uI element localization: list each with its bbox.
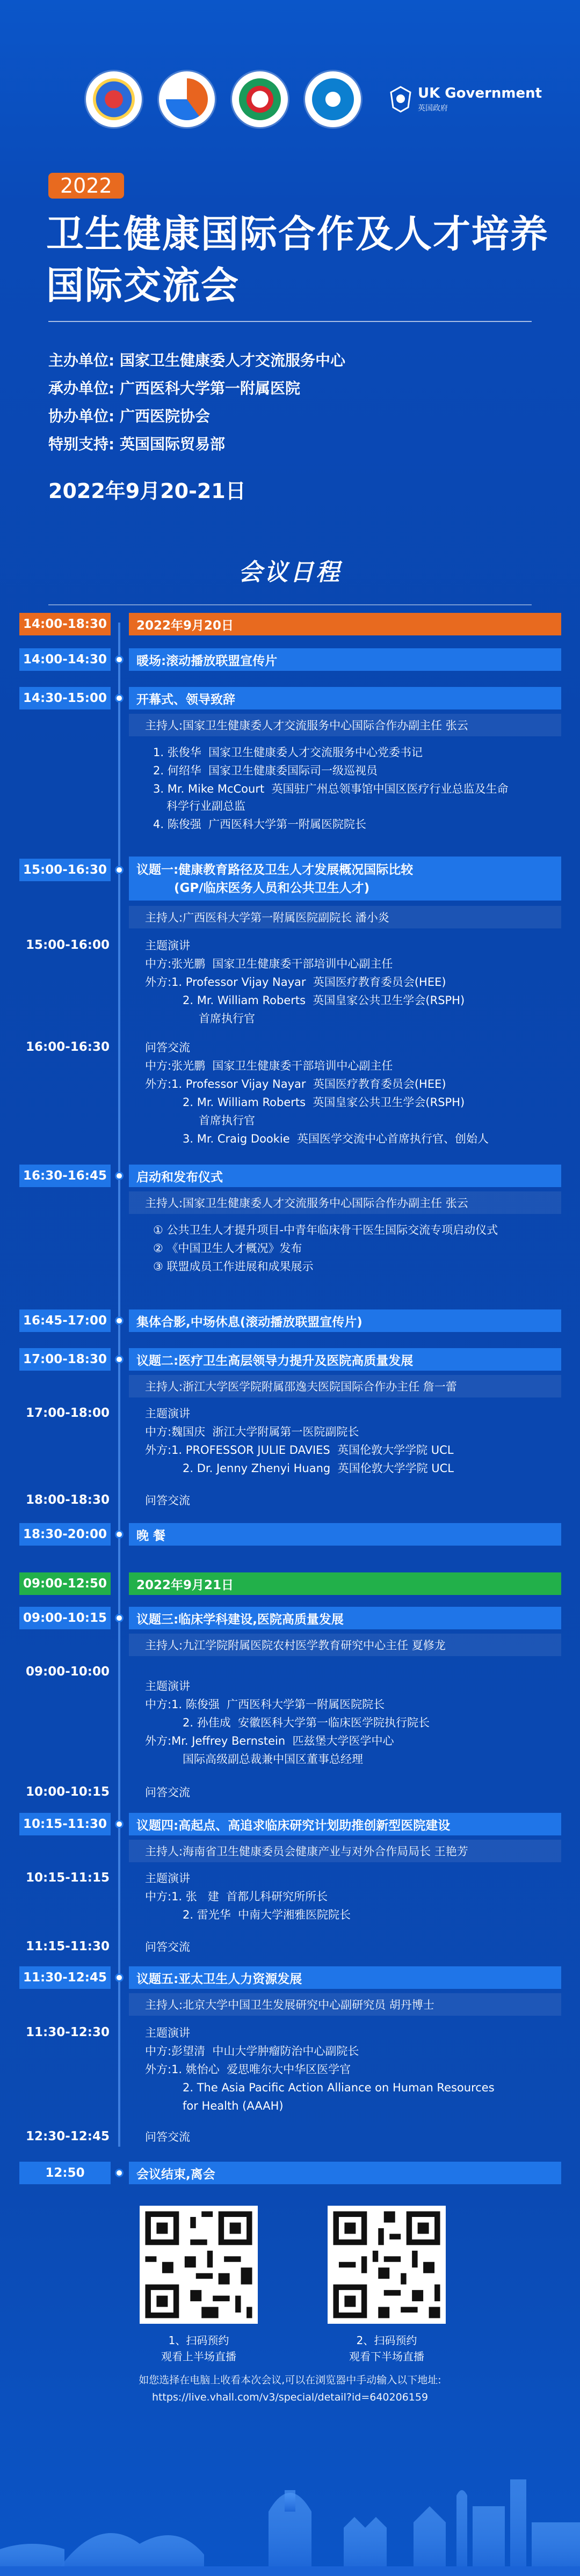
timeline-dot — [115, 866, 124, 874]
host-topic1: 主持人:广西医科大学第一附属医院副院长 潘小炎 — [129, 906, 561, 928]
slot-line: 中方:张光鹏 国家卫生健康委干部培训中心副主任 — [145, 957, 393, 970]
qr-caption-2: 2、扫码预约 观看下半场直播 — [349, 2334, 424, 2363]
timeline-line-day2 — [118, 1535, 120, 2147]
logo-3 — [232, 71, 288, 127]
title-divider — [48, 321, 532, 322]
footer-url[interactable]: https://live.vhall.com/v3/special/detail?id=640206159 — [151, 2391, 429, 2403]
time-topic1: 15:00-16:30 — [19, 859, 111, 881]
slot-line: 中方:1. 张 建 首都儿科研究所所长 — [145, 1890, 328, 1903]
timeline-line-day1 — [118, 623, 120, 1642]
time-opening: 14:30-15:00 — [19, 687, 111, 709]
organizer-special: 特别支持: 英国国际贸易部 — [48, 435, 225, 453]
time-dinner: 18:30-20:00 — [19, 1523, 111, 1546]
title-line-2: 国际交流会 — [46, 264, 240, 308]
qr-block-2 — [322, 2206, 451, 2363]
schedule-divider — [48, 604, 532, 605]
year-badge: 2022 — [48, 173, 124, 199]
slot-line: 中方:彭望清 中山大学肿瘤防治中心副院长 — [145, 2045, 359, 2058]
timeline-dot — [115, 2169, 124, 2177]
timeline-dot — [115, 1973, 124, 1982]
band-launch: 启动和发布仪式 — [129, 1165, 561, 1187]
qr-code-second-half[interactable] — [328, 2206, 446, 2324]
timeline-dot — [115, 1172, 124, 1180]
launch-line: ② 《中国卫生人才概况》发布 — [153, 1242, 302, 1255]
slot-line: 外方:1. Professor Vijay Nayar 英国医疗教育委员会(HEE) — [145, 1078, 446, 1091]
time-warmup: 14:00-14:30 — [19, 648, 111, 671]
time-slot: 15:00-16:00 — [26, 938, 110, 952]
qr-block-1 — [134, 2206, 263, 2363]
time-slot: 12:30-12:45 — [26, 2129, 110, 2143]
timeline-dot — [115, 694, 124, 702]
band-topic4: 议题四:高起点、高追求临床研究计划助推创新型医院建设 — [129, 1813, 561, 1835]
gov-name: UK Government — [418, 85, 542, 101]
band-end: 会议结束,离会 — [129, 2162, 561, 2184]
schedule-title: 会议日程 — [238, 559, 342, 586]
logo-row — [86, 64, 542, 134]
qr-code-icon — [140, 2206, 258, 2324]
launch-line: ① 公共卫生人才提升项目-中青年临床骨干医生国际交流专项启动仪式 — [153, 1224, 498, 1236]
day1-band: 2022年9月20日 — [129, 613, 561, 635]
slot-line: 主题演讲 — [145, 1872, 190, 1885]
slot-line: 首席执行官 — [199, 1114, 255, 1127]
slot-line: 问答交流 — [145, 1786, 190, 1799]
time-day2: 09:00-12:50 — [19, 1572, 111, 1595]
time-day1: 14:00-18:30 — [19, 613, 111, 635]
band-dinner: 晚 餐 — [129, 1523, 561, 1546]
host-launch: 主持人:国家卫生健康委人才交流服务中心国际合作办副主任 张云 — [129, 1191, 561, 1214]
qr-code-icon — [328, 2206, 446, 2324]
slot-line: 国际高级副总裁兼中国区董事总经理 — [183, 1753, 363, 1766]
host-topic5: 主持人:北京大学中国卫生发展研究中心副研究员 胡丹博士 — [129, 1993, 561, 2016]
day2-band: 2022年9月21日 — [129, 1572, 561, 1595]
time-slot: 11:30-12:30 — [26, 2025, 110, 2039]
speaker-line: 3. Mr. Mike McCourt 英国驻广州总领事馆中国区医疗行业总监及生命 — [153, 782, 509, 795]
slot-line: 外方:1. PROFESSOR JULIE DAVIES 英国伦敦大学学院 UCL — [145, 1444, 454, 1457]
slot-line: 首席执行官 — [199, 1012, 255, 1025]
band-topic2: 议题二:医疗卫生高层领导力提升及医院高质量发展 — [129, 1348, 561, 1371]
band-photo: 集体合影,中场休息(滚动播放联盟宣传片) — [129, 1309, 561, 1332]
band-opening: 开幕式、领导致辞 — [129, 687, 561, 709]
organizer-co: 协办单位: 广西医院协会 — [48, 407, 210, 425]
band-topic1: 议题一:健康教育路径及卫生人才发展概况国际比较 (GP/临床医务人员和公共卫生人才) — [129, 857, 561, 901]
timeline-dot — [115, 1355, 124, 1364]
slot-line: 2. Mr. William Roberts 英国皇家公共卫生学会(RSPH) — [183, 1096, 465, 1109]
qr-caption-1: 1、扫码预约 观看上半场直播 — [161, 2334, 236, 2363]
time-topic3: 09:00-10:15 — [19, 1607, 111, 1629]
slot-line: 问答交流 — [145, 1941, 190, 1953]
slot-line: 外方:1. Professor Vijay Nayar 英国医疗教育委员会(HEE) — [145, 976, 446, 989]
timeline-dot — [115, 1614, 124, 1622]
speaker-line: 4. 陈俊强 广西医科大学第一附属医院院长 — [153, 818, 367, 831]
slot-line: 3. Mr. Craig Dookie 英国医学交流中心首席执行官、创始人 — [183, 1132, 489, 1145]
qr-code-first-half[interactable] — [140, 2206, 258, 2324]
time-slot: 10:15-11:15 — [26, 1871, 110, 1885]
logo-2 — [159, 71, 215, 127]
crest-icon — [389, 86, 412, 113]
slot-line: 主题演讲 — [145, 939, 190, 952]
slot-line: 外方:1. 姚怡心 爱思唯尔大中华区医学官 — [145, 2063, 351, 2076]
organizer-host: 主办单位: 国家卫生健康委人才交流服务中心 — [48, 352, 345, 369]
slot-line: 问答交流 — [145, 1041, 190, 1054]
host-topic2: 主持人:浙江大学医学院附属邵逸夫医院国际合作办主任 詹一蕾 — [129, 1375, 561, 1397]
speaker-line: 1. 张俊华 国家卫生健康委人才交流服务中心党委书记 — [153, 746, 423, 759]
time-slot: 09:00-10:00 — [26, 1665, 110, 1679]
time-slot: 16:00-16:30 — [26, 1040, 110, 1054]
slot-line: 主题演讲 — [145, 1680, 190, 1693]
timeline-dot — [115, 655, 124, 664]
event-date: 2022年9月20-21日 — [48, 479, 246, 503]
uk-government-logo — [389, 85, 542, 113]
time-topic4: 10:15-11:30 — [19, 1813, 111, 1835]
slot-line: 中方:魏国庆 浙江大学附属第一医院副院长 — [145, 1425, 359, 1438]
time-topic2: 17:00-18:30 — [19, 1348, 111, 1371]
time-slot: 11:15-11:30 — [26, 1940, 110, 1953]
footer-note: 如您选择在电脑上收看本次会议,可以在浏览器中手动输入以下地址: — [139, 2374, 441, 2386]
timeline-dot — [115, 1530, 124, 1539]
organizer-undertaker: 承办单位: 广西医科大学第一附属医院 — [48, 379, 300, 397]
host-topic4: 主持人:海南省卫生健康委员会健康产业与对外合作局局长 王艳芳 — [129, 1840, 561, 1862]
band-topic5: 议题五:亚太卫生人力资源发展 — [129, 1966, 561, 1989]
time-photo: 16:45-17:00 — [19, 1309, 111, 1332]
band-warmup: 暖场:滚动播放联盟宣传片 — [129, 648, 561, 671]
slot-line: 中方:张光鹏 国家卫生健康委干部培训中心副主任 — [145, 1059, 393, 1072]
time-slot: 17:00-18:00 — [26, 1406, 110, 1420]
slot-line: 外方:Mr. Jeffrey Bernstein 匹兹堡大学医学中心 — [145, 1735, 394, 1747]
slot-line: 主题演讲 — [145, 1407, 190, 1420]
band-topic3: 议题三:临床学科建设,医院高质量发展 — [129, 1607, 561, 1629]
time-end: 12:50 — [19, 2162, 111, 2184]
slot-line: for Health (AAAH) — [183, 2099, 284, 2112]
slot-line: 问答交流 — [145, 1494, 190, 1507]
city-skyline-illustration — [0, 2415, 580, 2576]
host-opening: 主持人:国家卫生健康委人才交流服务中心国际合作办副主任 张云 — [129, 714, 561, 736]
slot-line: 中方:1. 陈俊强 广西医科大学第一附属医院院长 — [145, 1698, 385, 1711]
slot-line: 2. Dr. Jenny Zhenyi Huang 英国伦敦大学学院 UCL — [183, 1462, 454, 1475]
title-line-1: 卫生健康国际合作及人才培养 — [46, 212, 549, 256]
time-topic5: 11:30-12:45 — [19, 1966, 111, 1989]
slot-line: 2. Mr. William Roberts 英国皇家公共卫生学会(RSPH) — [183, 994, 465, 1007]
slot-line: 问答交流 — [145, 2131, 190, 2143]
logo-1 — [86, 71, 142, 127]
gov-sub: 英国政府 — [418, 104, 448, 113]
time-slot: 10:00-10:15 — [26, 1785, 110, 1799]
time-slot: 18:00-18:30 — [26, 1493, 110, 1507]
slot-line: 2. 雷光华 中南大学湘雅医院院长 — [183, 1908, 351, 1921]
slot-line: 2. The Asia Pacific Action Alliance on Human Resources — [183, 2081, 495, 2094]
timeline-dot — [115, 1820, 124, 1828]
speaker-line: 2. 何绍华 国家卫生健康委国际司一级巡视员 — [153, 764, 378, 777]
page-title — [46, 208, 549, 311]
host-topic3: 主持人:九江学院附属医院农村医学教育研究中心主任 夏修龙 — [129, 1634, 561, 1656]
logo-4 — [305, 71, 361, 127]
slot-line: 主题演讲 — [145, 2026, 190, 2039]
time-launch: 16:30-16:45 — [19, 1165, 111, 1187]
timeline-dot — [115, 1316, 124, 1325]
slot-line: 2. 孙佳成 安徽医科大学第一临床医学院执行院长 — [183, 1716, 430, 1729]
speaker-line: 科学行业副总监 — [166, 800, 245, 813]
launch-line: ③ 联盟成员工作进展和成果展示 — [153, 1260, 314, 1273]
